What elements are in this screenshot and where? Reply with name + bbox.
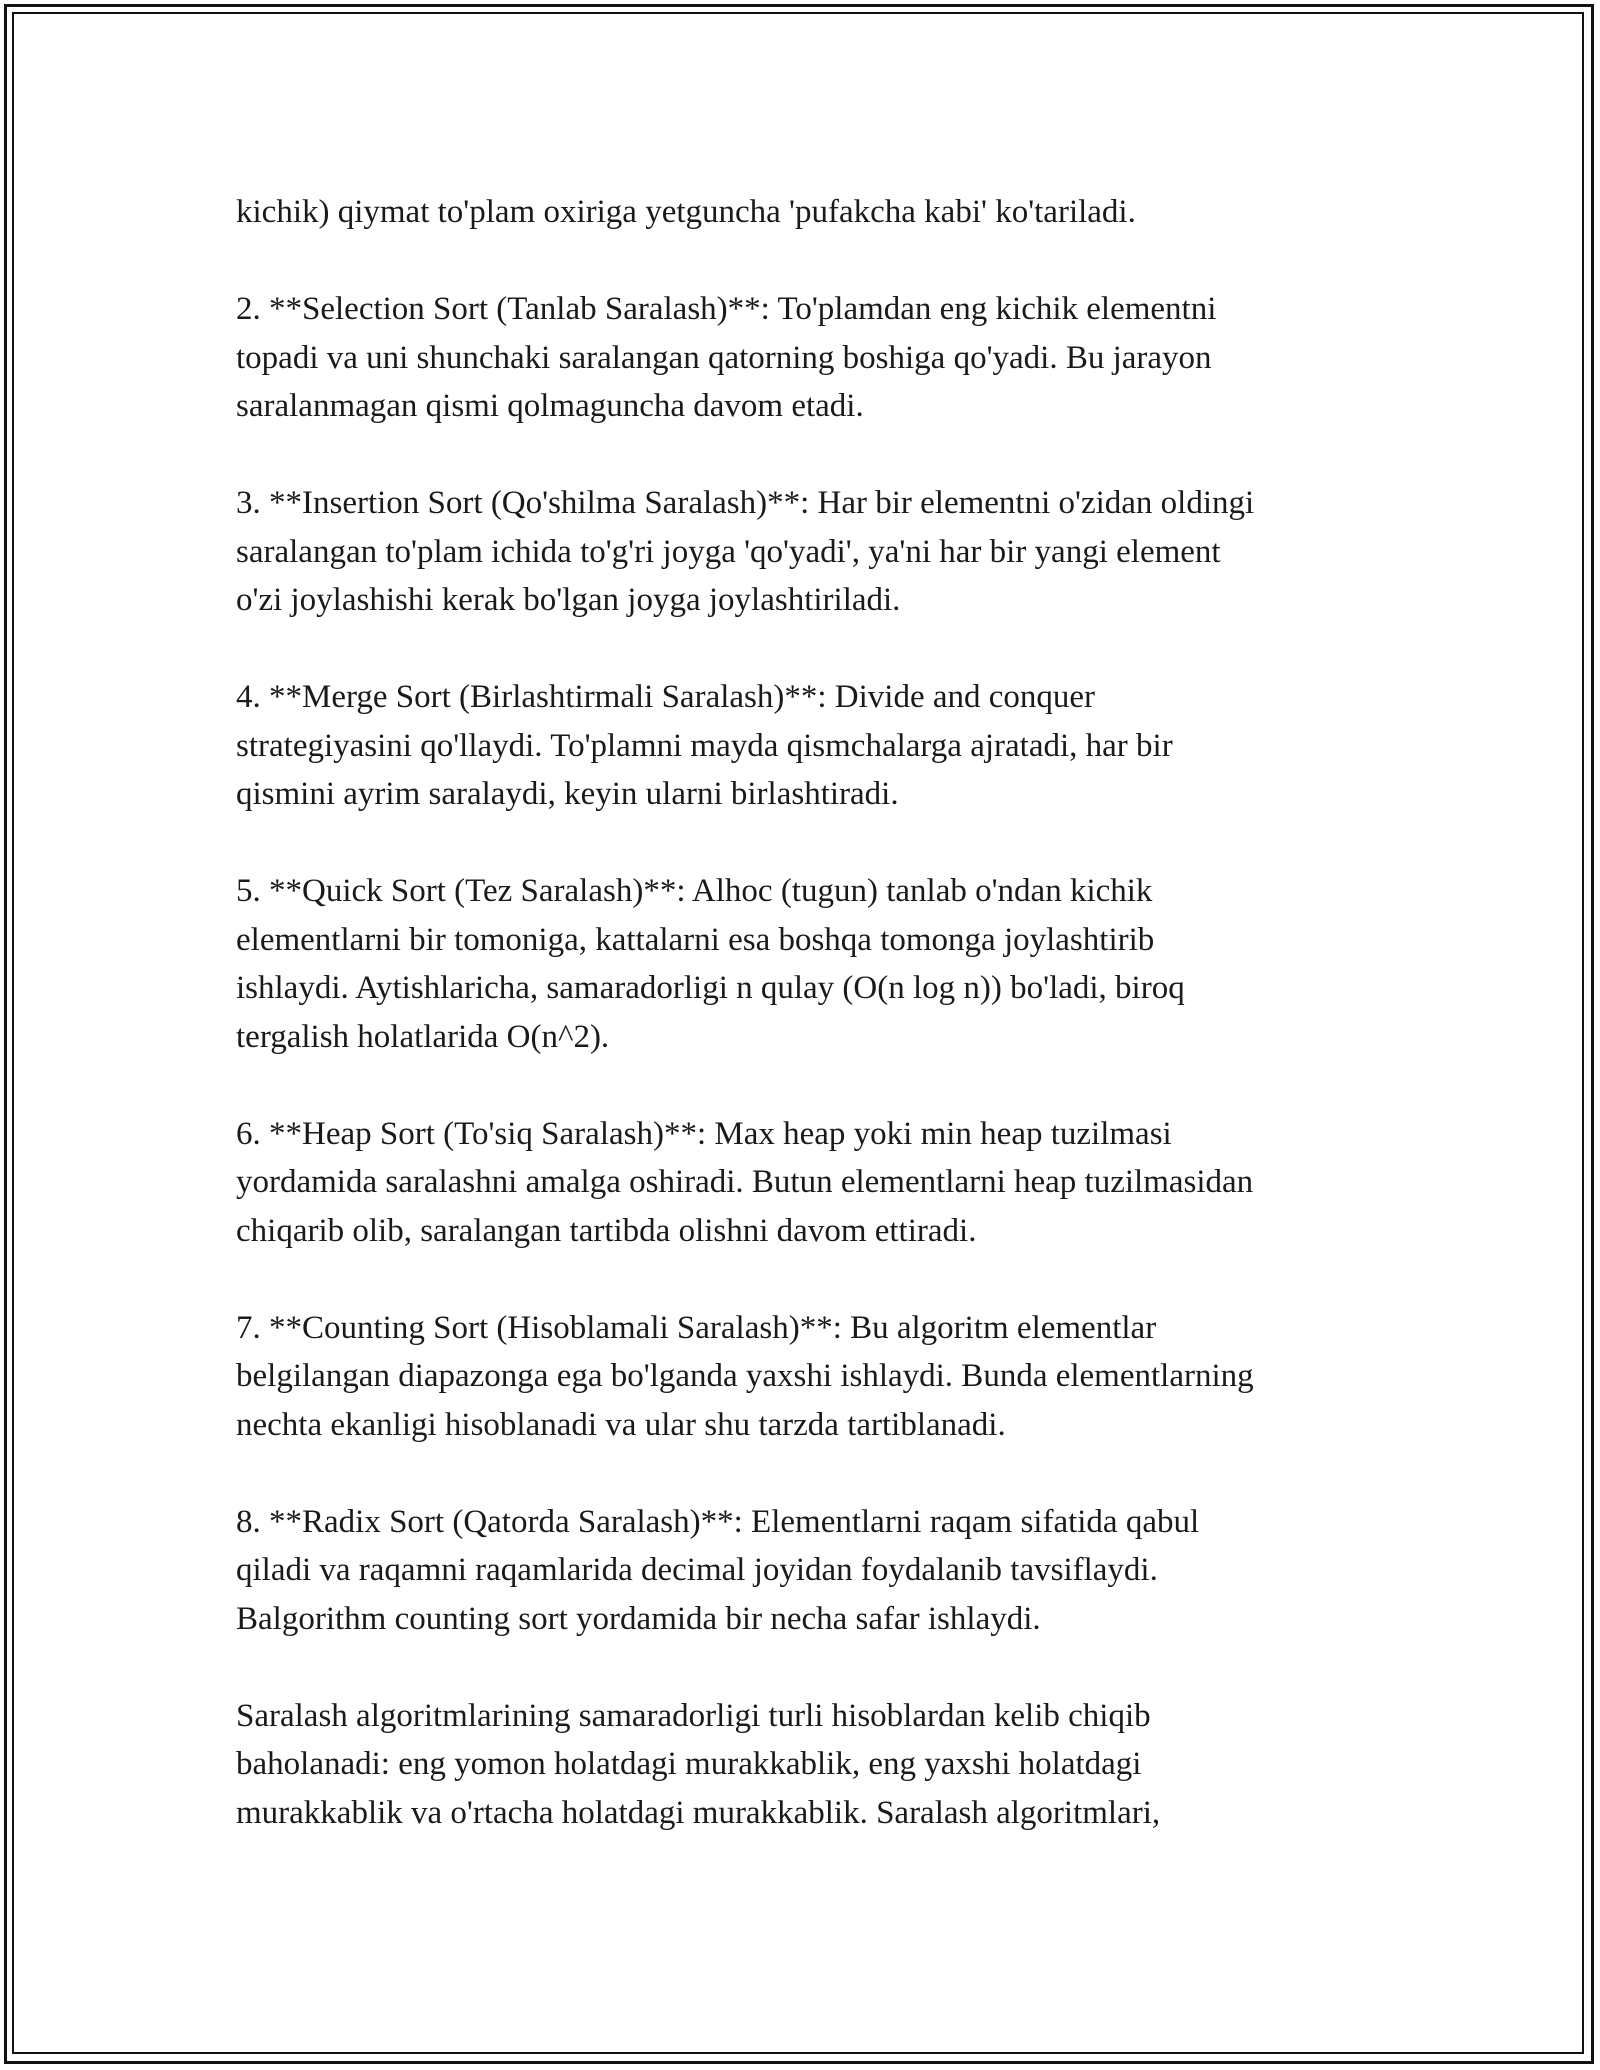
text-line: belgilangan diapazonga ega bo'lganda yaxshi ishlaydi. Bunda elementlarning [236, 1358, 1254, 1394]
text-line: 6. **Heap Sort (To'siq Saralash)**: Max heap yoki min heap tuzilmasi [236, 1115, 1172, 1152]
paragraph-quick-sort [236, 867, 1376, 1061]
text-line: topadi va uni shunchaki saralangan qatorning boshiga qo'yadi. Bu jarayon [236, 339, 1212, 376]
text-line: ishlaydi. Aytishlaricha, samaradorligi n qulay (O(n log n)) bo'ladi, biroq [236, 970, 1185, 1006]
paragraph-efficiency [236, 1692, 1376, 1838]
text-line: elementlarni bir tomoniga, kattalarni esa boshqa tomonga joylashtirib [236, 921, 1155, 958]
text-line: chiqarib olib, saralangan tartibda olishni davom ettiradi. [236, 1212, 977, 1249]
text-line: saralangan to'plam ichida to'g'ri joyga 'qo'yadi', ya'ni har bir yangi element [236, 533, 1221, 570]
text-line: qismini ayrim saralaydi, keyin ularni birlashtiradi. [236, 776, 899, 812]
paragraph-radix-sort [236, 1498, 1376, 1644]
text-line: 3. **Insertion Sort (Qo'shilma Saralash)**: Har bir elementni o'zidan oldingi [236, 485, 1255, 521]
text-line: tergalish holatlarida O(n^2). [236, 1018, 610, 1055]
text-line: Balgorithm counting sort yordamida bir necha safar ishlaydi. [236, 1600, 1041, 1637]
text-line: 7. **Counting Sort (Hisoblamali Saralash)**: Bu algoritm elementlar [236, 1309, 1157, 1346]
text-line: Saralash algoritmlarining samaradorligi turli hisoblardan kelib chiqib [236, 1697, 1151, 1734]
document-body [236, 188, 1376, 1886]
text-line: baholanadi: eng yomon holatdagi murakkablik, eng yaxshi holatdagi [236, 1746, 1142, 1782]
paragraph-selection-sort [236, 285, 1376, 431]
text-line: saralanmagan qismi qolmaguncha davom etadi. [236, 388, 864, 424]
text-line: qiladi va raqamni raqamlarida decimal joyidan foydalanib tavsiflaydi. [236, 1552, 1158, 1588]
text-line: nechta ekanligi hisoblanadi va ular shu tarzda tartiblanadi. [236, 1406, 1006, 1443]
paragraph-insertion-sort [236, 479, 1376, 625]
text-line: murakkablik va o'rtacha holatdagi murakkablik. Saralash algoritmlari, [236, 1794, 1161, 1831]
text-line: o'zi joylashishi kerak bo'lgan joyga joylashtiriladi. [236, 582, 901, 618]
text-line: 8. **Radix Sort (Qatorda Saralash)**: Elementlarni raqam sifatida qabul [236, 1503, 1200, 1540]
text-line: yordamida saralashni amalga oshiradi. Butun elementlarni heap tuzilmasidan [236, 1164, 1254, 1200]
text-line: 2. **Selection Sort (Tanlab Saralash)**: To'plamdan eng kichik elementni [236, 291, 1217, 327]
paragraph-heap-sort [236, 1110, 1376, 1256]
text-line: 4. **Merge Sort (Birlashtirmali Saralash)**: Divide and conquer [236, 679, 1096, 715]
text-line: 5. **Quick Sort (Tez Saralash)**: Alhoc (tugun) tanlab o'ndan kichik [236, 873, 1153, 909]
text-line: kichik) qiymat to'plam oxiriga yetguncha 'pufakcha kabi' ko'tariladi. [236, 194, 1136, 230]
paragraph-bubble-sort-end [236, 188, 1376, 237]
paragraph-merge-sort [236, 673, 1376, 819]
text-line: strategiyasini qo'llaydi. To'plamni mayda qismchalarga ajratadi, har bir [236, 727, 1173, 764]
paragraph-counting-sort [236, 1304, 1376, 1450]
